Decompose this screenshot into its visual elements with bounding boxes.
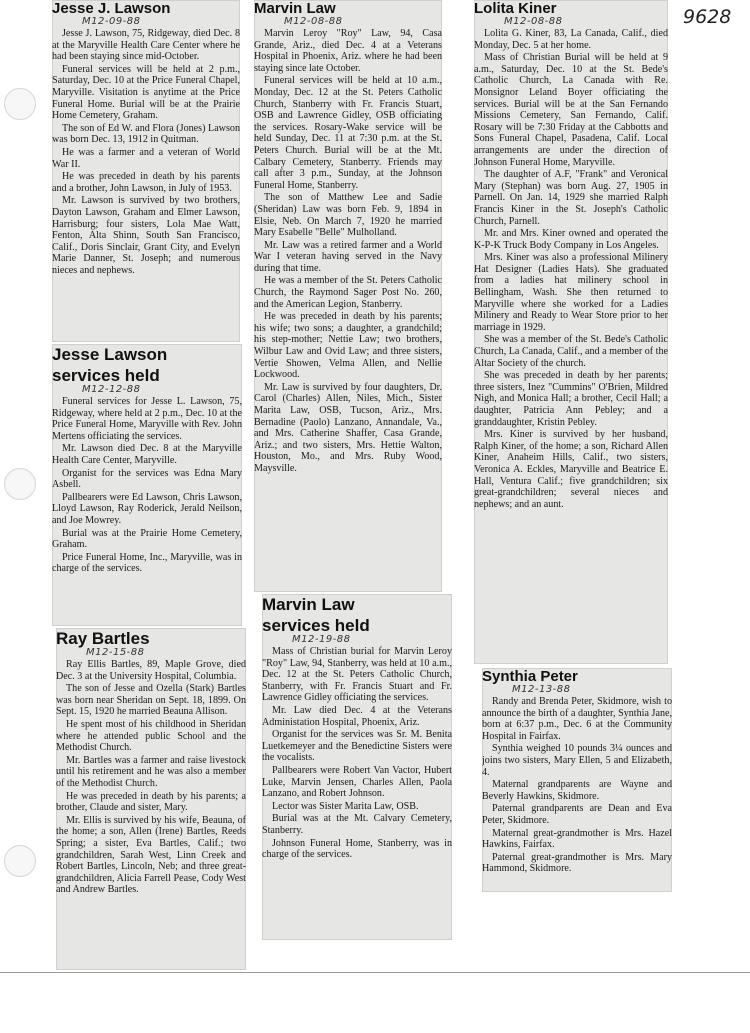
paragraph: The son of Matthew Lee and Sadie (Sheridan) Law was born Feb. 9, 1894 in Elsie, Neb. On March 7, 1920 he married Mary Esabelle "Belle" Mulholland. xyxy=(254,192,442,239)
paragraph: He was preceded in death by his parents; a brother, Claude and sister, Mary. xyxy=(56,790,246,814)
paragraph: Maternal grandparents are Wayne and Beverly Hawkins, Skidmore. xyxy=(482,779,672,802)
paragraph: Maternal great-grandmother is Mrs. Hazel Hawkins, Fairfax. xyxy=(482,827,672,851)
paragraph: Ray Ellis Bartles, 89, Maple Grove, died Dec. 3 at the University Hospital, Columbia. xyxy=(56,659,246,682)
clipping-law-services xyxy=(262,594,452,940)
paragraph: Mrs. Kiner was also a professional Milinery Hat Designer (Ladies Hats). She graduated from a ladies hat milinery school in Bellingham, Wash. She then returned to Maryville where she worked for a Ladies Milinery and Ready to Wear Store prior to her marriage in 1929. xyxy=(474,252,668,333)
clipping-lawson-services xyxy=(52,344,242,626)
paragraph: Mr. Bartles was a farmer and raise livestock until his retirement and he was also a member of the Methodist Church. xyxy=(56,754,246,789)
headline: Ray Bartles xyxy=(56,629,150,648)
headline: Marvin Law xyxy=(254,0,336,17)
paragraph: Burial was at the Prairie Home Cemetery, Graham. xyxy=(52,527,242,551)
paragraph: She was preceded in death by her parents; three sisters, Inez "Cummins" O'Brien, Mildred Nigh, and Monica Hall; a brother, Cecil Hall; a daughter, Patricia Ann Pebley; and a granddaughter, Kristin Pebley. xyxy=(474,370,668,428)
paragraph: Mrs. Kiner is survived by her husband, Ralph Kiner, of the home; a son, Richard Allen Kiner, Anaheim Hills, Calif., two sisters, Veronica A. Eckles, Maryville and Beatrice E. Hall, Ventura Calif.; five grandchildren; six great-grandchildren; several nieces and nephews; and an aunt. xyxy=(474,429,668,510)
paragraph: The son of Jesse and Ozella (Stark) Bartles was born near Sheridan on Sept. 18, 1899. On Sept. 15, 1920 he married Beauna Allison. xyxy=(56,683,246,718)
headline: Lolita Kiner xyxy=(474,0,557,17)
paragraph: Lector was Sister Marita Law, OSB. xyxy=(272,800,419,812)
clipping-lawson-obituary xyxy=(52,0,240,342)
paragraph: Funeral services will be held at 10 a.m., Monday, Dec. 12 at the St. Peters Catholic Church, Stanberry with Fr. Francis Stuart, OSB and Lawrence Gidley, OSB officiating the services. Rosary-Wake service will be held Sunday, Dec. 11 at 7:30 p.m. at the St. Peters Church. Burial will be at the Mt. Calbary Cemetery, Stanberry. Friends may call after 3 p.m., Sunday, at the Johnson Funeral Home, Stanberry. xyxy=(254,75,442,191)
paragraph: Pallbearers were Robert Van Vactor, Hubert Luke, Marvin Jensen, Charles Allen, Paola Lanzano, and Robert Johnson. xyxy=(262,764,452,800)
handwritten-date: M12-19-88 xyxy=(292,634,351,645)
paragraph: Lolita G. Kiner, 83, La Canada, Calif., died Monday, Dec. 5 at her home. xyxy=(474,28,668,51)
paragraph: Organist for the services was Edna Mary Asbell. xyxy=(52,467,242,491)
headline: Jesse Lawson services held xyxy=(52,345,168,385)
paragraph: Funeral services for Jesse L. Lawson, 75, Ridgeway, where held at 2 p.m., Dec. 10 at the Price Funeral Home, Maryville with Rev. John Mertens officiating the services. xyxy=(52,396,242,442)
paragraph: Mr. Law died Dec. 4 at the Veterans Administation Hospital, Phoenix, Ariz. xyxy=(262,704,452,728)
paragraph: Paternal grandparents are Dean and Eva Peter, Skidmore. xyxy=(482,803,672,826)
paragraph: Mr. Lawson is survived by two brothers, Dayton Lawson, Graham and Elmer Lawson, Harrisburg; four sisters, Lola Mae Watt, Fenton, Alta Shinn, South San Francisco, Calif., Doris Sinclair, Grant City, and Evelyn Marie Danner, St. Joseph; and numerous nieces and nephews. xyxy=(52,195,240,276)
clipping-peter-birth xyxy=(482,668,672,892)
clipping-bartles-obituary xyxy=(56,628,246,970)
paragraph: Pallbearers were Ed Lawson, Chris Lawson, Lloyd Lawson, Ray Roderick, Jerald Neilson, and Joe Mowrey. xyxy=(52,491,242,526)
paragraph: He was preceded in death by his parents; his wife; two sons; a daughter, a grandchild; his step-mother; Nettie Law; two brothers, Wilbur Law and Ovid Law; and three sisters, Vertie Showen, Velma Allen, and Nellie Lockwood. xyxy=(254,311,442,381)
paragraph: Burial was at the Mt. Calvary Cemetery, Stanberry. xyxy=(262,813,452,836)
paragraph: Mr. Lawson died Dec. 8 at the Maryville Health Care Center, Maryville. xyxy=(52,443,242,466)
paragraph: Organist for the services was Sr. M. Benita Luetkemeyer and the Benedictine Sisters were the vocalists. xyxy=(262,729,452,764)
paragraph: She was a member of the St. Bede's Catholic Church, La Canada, Calif., and a member of the Altar Society of the church. xyxy=(474,334,668,369)
binder-hole xyxy=(4,88,36,120)
handwritten-date: M12-09-88 xyxy=(82,16,141,27)
handwritten-date: M12-13-88 xyxy=(512,684,571,695)
paragraph: Mr. Law is survived by four daughters, Dr. Carol (Charles) Allen, Niles, Mich., Sister Marita Law, OSB, Tucson, Ariz., Mrs. Bernadine (Paolo) Lanzano, Annandale, Va., and Mrs. Catherine Shaffer, Casa Grande, Ariz.; and two sisters, Mrs. Hettie Walton, Houston, Mo., and Mrs. Ruby Wood, Maysville. xyxy=(254,381,442,474)
paragraph: He spent most of his childhood in Sheridan where he attended public School and the Methodist Church. xyxy=(56,718,246,754)
paragraph: The son of Ed W. and Flora (Jones) Lawson was born Dec. 13, 1912 in Quitman. xyxy=(52,122,240,146)
paragraph: Mr. and Mrs. Kiner owned and operated the K-P-K Truck Body Company in Los Angeles. xyxy=(474,228,668,251)
headline: Jesse J. Lawson xyxy=(52,0,171,17)
paragraph: Paternal great-grandmother is Mrs. Mary Hammond, Skidmore. xyxy=(482,851,672,875)
page-edge-line xyxy=(0,972,750,973)
binder-hole xyxy=(4,468,36,500)
handwritten-date: M12-15-88 xyxy=(86,647,145,658)
handwritten-date: M12-12-88 xyxy=(82,384,141,395)
paragraph: Price Funeral Home, Inc., Maryville, was in charge of the services. xyxy=(52,551,242,575)
paragraph: Johnson Funeral Home, Stanberry, was in charge of the services. xyxy=(262,837,452,861)
paragraph: Synthia weighed 10 pounds 3¼ ounces and joins two sisters, Mary Ellen, 5 and Elizabeth, 4. xyxy=(482,743,672,778)
handwritten-date: M12-08-88 xyxy=(504,16,563,27)
paragraph: Mr. Ellis is survived by his wife, Beauna, of the home; a son, Allen (Irene) Bartles, Reeds Spring; a sister, Eva Bartles, Calif.; two grandchildren, Sarah West, Linn Creek and Robert Bartles, Lincoln, Neb; and three great-grandchildren, Alicia Farrell Pease, Cody West and Andrew Bartles. xyxy=(56,814,246,896)
paragraph: Mr. Law was a retired farmer and a World War I veteran having served in the Navy during that time. xyxy=(254,239,442,274)
handwritten-date: M12-08-88 xyxy=(284,16,343,27)
paragraph: He was a member of the St. Peters Catholic Church, the Raymond Sager Post No. 260, and the American Legion, Stanberry. xyxy=(254,275,442,310)
paragraph: Mass of Christian burial for Marvin Leroy "Roy" Law, 94, Stanberry, was held at 10 a.m., Dec. 12 at the St. Peters Catholic Church, Stanberry, with Fr. Francis Stuart and Fr. Lawrence Gidley officiating the services. xyxy=(262,646,452,704)
paragraph: He was preceded in death by his parents and a brother, John Lawson, in July of 1953. xyxy=(52,171,240,194)
binder-hole xyxy=(4,845,36,877)
clipping-kiner-obituary xyxy=(474,0,668,664)
paragraph: Randy and Brenda Peter, Skidmore, wish to announce the birth of a daughter, Synthia Jane, born at 6:37 p.m., Dec. 6 at the Community Hospital in Fairfax. xyxy=(482,696,672,742)
paragraph: Marvin Leroy "Roy" Law, 94, Casa Grande, Ariz., died Dec. 4 at a Veterans Hospital in Phoenix, Ariz. where he had been staying since late October. xyxy=(254,28,442,74)
headline: Synthia Peter xyxy=(482,668,578,685)
paragraph: Mass of Christian Burial will be held at 9 a.m., Saturday, Dec. 10 at the St. Bede's Catholic Church, La Canada with Re. Monsignor Leland Boyer officiating the services. Burial will be at the San Fernando Missions Cemetery, San Fernando, Calif. Rosary will be 7:30 Friday at the Cabbotts and Sons Funeral Chapel, Pasadena, Calif. Local arrangements are under the direction of Johnson Funeral Home, Maryville. xyxy=(474,52,668,168)
clipping-law-obituary xyxy=(254,0,442,592)
paragraph: Funeral services will be held at 2 p.m., Saturday, Dec. 10 at the Price Funeral Chapel, Maryville. Visitation is anytime at the Price Funeral Home. Burial will be at the Prairie Home Cemetery, Graham. xyxy=(52,63,240,122)
page-number-handwritten: 9628 xyxy=(683,6,732,28)
paragraph: Jesse J. Lawson, 75, Ridgeway, died Dec. 8 at the Maryville Health Care Center where he had been staying since mid-October. xyxy=(52,28,240,63)
headline: Marvin Law services held xyxy=(262,595,370,635)
paragraph: He was a farmer and a veteran of World War II. xyxy=(52,146,240,170)
paragraph: The daughter of A.F, "Frank" and Veronical Mary (Stephan) was born Aug. 27, 1905 in Parnell. On Jan. 14, 1929 she married Ralph Francis Kiner in the St. Joseph's Catholic Church, Parnell. xyxy=(474,169,668,227)
